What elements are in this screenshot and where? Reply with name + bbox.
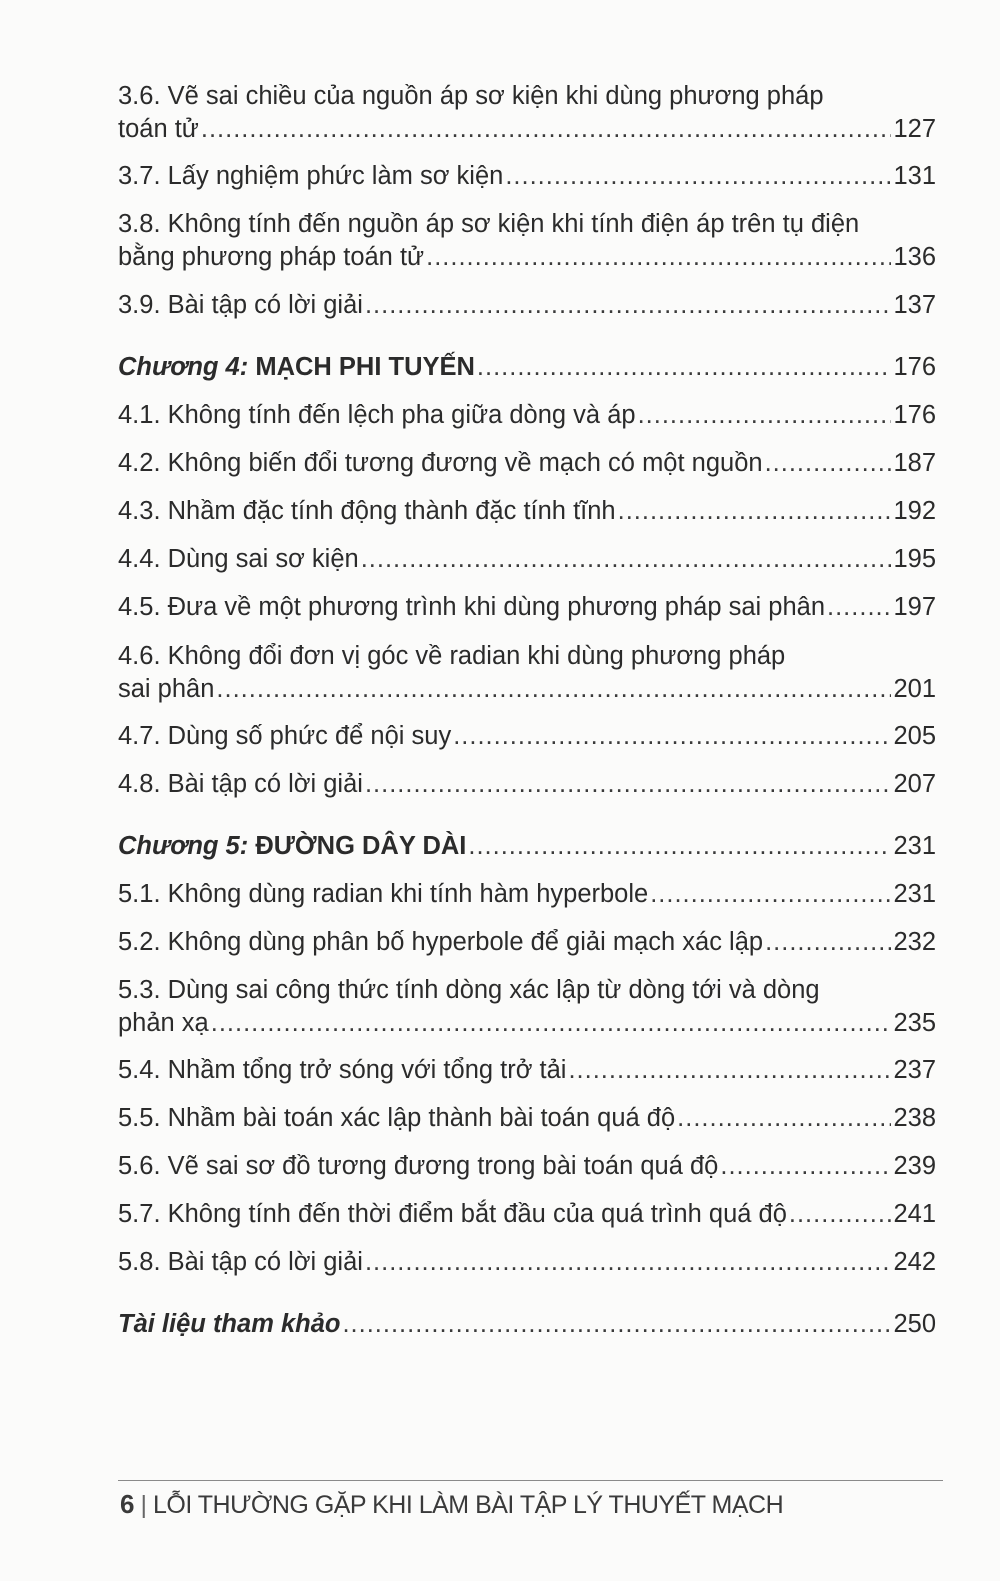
dot-leader xyxy=(505,160,891,193)
toc-entry-title: 3.8. Không tính đến nguồn áp sơ kiện khi tính điện áp trên tụ điện xyxy=(118,210,860,238)
toc-entry-title: 5.3. Dùng sai công thức tính dòng xác lập từ dòng tới và dòng xyxy=(118,976,820,1004)
toc-entry[interactable] xyxy=(118,160,936,193)
chapter-label: Chương 5: xyxy=(118,832,249,860)
dot-leader xyxy=(216,673,891,706)
toc-entry[interactable] xyxy=(118,543,936,576)
dot-leader xyxy=(453,720,891,753)
toc-entry-title: 4.5. Đưa về một phương trình khi dùng phương pháp sai phân xyxy=(118,593,826,621)
toc-entry-title: 4.3. Nhầm đặc tính động thành đặc tính tĩnh xyxy=(118,497,616,525)
dot-leader xyxy=(361,543,892,576)
dot-leader xyxy=(468,830,891,863)
dot-leader xyxy=(201,113,892,146)
toc-entry-title: 3.6. Vẽ sai chiều của nguồn áp sơ kiện khi dùng phương pháp xyxy=(118,82,824,110)
dot-leader xyxy=(342,1308,891,1341)
toc-entry-title-cont: toán tử xyxy=(118,115,199,143)
toc-chapter[interactable] xyxy=(118,830,936,863)
dot-leader xyxy=(477,351,892,384)
toc-entry[interactable] xyxy=(118,878,936,911)
dot-leader xyxy=(365,289,892,322)
toc-entry[interactable] xyxy=(118,1150,936,1183)
toc-entry[interactable] xyxy=(118,768,936,801)
toc-entry-page: 176 xyxy=(893,401,936,429)
toc-entry[interactable] xyxy=(118,926,936,959)
toc-entry-title: 4.4. Dùng sai sơ kiện xyxy=(118,545,359,573)
toc-entry-title: 3.7. Lấy nghiệm phức làm sơ kiện xyxy=(118,162,504,190)
toc-entry[interactable] xyxy=(118,1246,936,1279)
toc-entry-page: 235 xyxy=(893,1009,936,1037)
toc-entry-page: 237 xyxy=(893,1056,936,1084)
toc-entry-page: 192 xyxy=(893,497,936,525)
toc-entry-page: 137 xyxy=(893,291,936,319)
toc-entry[interactable] xyxy=(118,1198,936,1231)
dot-leader xyxy=(638,399,892,432)
toc-entry[interactable] xyxy=(118,974,936,1040)
toc-entry[interactable] xyxy=(118,1054,936,1087)
footer-rule xyxy=(118,1480,943,1481)
toc-entry-page: 176 xyxy=(893,353,936,381)
dot-leader xyxy=(827,591,891,624)
toc-entry[interactable] xyxy=(118,80,936,146)
toc-entry-title: 5.8. Bài tập có lời giải xyxy=(118,1248,363,1276)
running-title: LỖI THƯỜNG GẶP KHI LÀM BÀI TẬP LÝ THUYẾT MẠCH xyxy=(152,1491,784,1519)
toc-entry-page: 231 xyxy=(893,880,936,908)
dot-leader xyxy=(765,447,892,480)
dot-leader xyxy=(426,241,891,274)
toc-entry-title: 5.2. Không dùng phân bố hyperbole để giải mạch xác lập xyxy=(118,928,764,956)
toc-entry-page: 205 xyxy=(893,722,936,750)
dot-leader xyxy=(365,1246,892,1279)
toc-entry[interactable] xyxy=(118,447,936,480)
toc-entry[interactable] xyxy=(118,640,936,706)
toc-entry-page: 187 xyxy=(893,449,936,477)
dot-leader xyxy=(677,1102,891,1135)
toc-entry-page: 242 xyxy=(893,1248,936,1276)
dot-leader xyxy=(720,1150,891,1183)
toc-entry-title: 4.1. Không tính đến lệch pha giữa dòng và áp xyxy=(118,401,636,429)
toc-entry-page: 195 xyxy=(893,545,936,573)
toc-entry-title-cont: phản xạ xyxy=(118,1009,209,1037)
chapter-title: ĐƯỜNG DÂY DÀI xyxy=(255,832,467,860)
dot-leader xyxy=(650,878,891,911)
toc-entry[interactable] xyxy=(118,495,936,528)
toc-entry-page: 131 xyxy=(893,162,936,190)
toc-entry-title: 4.2. Không biến đổi tương đương về mạch có một nguồn xyxy=(118,449,763,477)
toc-entry-title-cont: bằng phương pháp toán tử xyxy=(118,243,425,271)
toc-chapter[interactable] xyxy=(118,351,936,384)
toc-entry[interactable] xyxy=(118,720,936,753)
toc-entry-page: 238 xyxy=(893,1104,936,1132)
toc-entry-page: 197 xyxy=(893,593,936,621)
toc-entry-page: 232 xyxy=(893,928,936,956)
toc-entry-title-cont: sai phân xyxy=(118,675,215,703)
toc-entry-title: 5.7. Không tính đến thời điểm bắt đầu của quá trình quá độ xyxy=(118,1200,787,1228)
toc-entry-title: 4.7. Dùng số phức để nội suy xyxy=(118,722,452,750)
toc-entry-page: 201 xyxy=(893,675,936,703)
toc-entry-title: 3.9. Bài tập có lời giải xyxy=(118,291,363,319)
toc-entry-title: 4.6. Không đổi đơn vị góc về radian khi dùng phương pháp xyxy=(118,642,786,670)
footer-separator: | xyxy=(140,1491,147,1519)
dot-leader xyxy=(618,495,892,528)
toc-entry-title: 5.6. Vẽ sai sơ đồ tương đương trong bài toán quá độ xyxy=(118,1152,719,1180)
toc-entry-page: 239 xyxy=(893,1152,936,1180)
toc-entry-page: 250 xyxy=(893,1310,936,1338)
dot-leader xyxy=(789,1198,892,1231)
toc-entry[interactable] xyxy=(118,208,936,274)
page-footer xyxy=(120,1487,783,1522)
toc-entry[interactable] xyxy=(118,1102,936,1135)
toc-entry-page: 207 xyxy=(893,770,936,798)
page-number: 6 xyxy=(120,1489,135,1519)
dot-leader xyxy=(765,926,891,959)
toc-entry-title: 5.1. Không dùng radian khi tính hàm hyperbole xyxy=(118,880,649,908)
toc-entry-title: 4.8. Bài tập có lời giải xyxy=(118,770,363,798)
toc-entry-page: 136 xyxy=(893,243,936,271)
toc-entry-title: 5.4. Nhầm tổng trở sóng với tổng trở tải xyxy=(118,1056,567,1084)
toc-entry[interactable] xyxy=(118,399,936,432)
toc-entry[interactable] xyxy=(118,289,936,322)
toc-entry[interactable] xyxy=(118,591,936,624)
toc-entry-page: 231 xyxy=(893,832,936,860)
toc-entry-title: 5.5. Nhầm bài toán xác lập thành bài toán quá độ xyxy=(118,1104,676,1132)
chapter-label: Chương 4: xyxy=(118,353,249,381)
chapter-title: MẠCH PHI TUYẾN xyxy=(255,353,475,381)
dot-leader xyxy=(365,768,892,801)
toc-entry-page: 241 xyxy=(893,1200,936,1228)
toc-references[interactable] xyxy=(118,1308,936,1341)
toc-entry-page: 127 xyxy=(893,115,936,143)
dot-leader xyxy=(568,1054,891,1087)
dot-leader xyxy=(211,1007,892,1040)
toc-entry-title: Tài liệu tham khảo xyxy=(118,1310,341,1338)
